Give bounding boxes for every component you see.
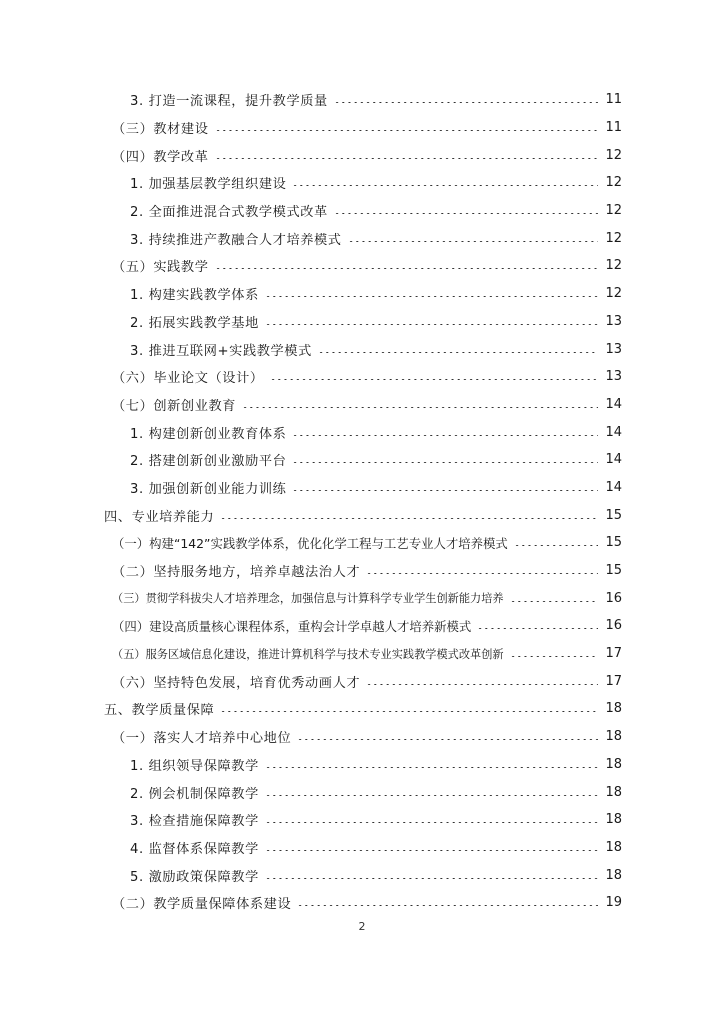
toc-entry[interactable] xyxy=(0,806,724,834)
toc-dot-leader xyxy=(510,656,598,657)
toc-entry[interactable] xyxy=(0,861,724,889)
toc-entry-title: 1. 构建创新创业教育体系 xyxy=(130,426,287,442)
toc-entry[interactable] xyxy=(0,723,724,751)
toc-entry[interactable] xyxy=(0,335,724,363)
toc-entry[interactable] xyxy=(0,308,724,336)
toc-entry-page-number: 15 xyxy=(605,563,622,579)
toc-dot-leader xyxy=(477,628,598,629)
toc-entry[interactable] xyxy=(0,114,724,142)
toc-entry[interactable] xyxy=(0,529,724,557)
toc-dot-leader xyxy=(292,462,598,463)
toc-dot-leader xyxy=(215,130,598,131)
toc-entry-title: （七）创新创业教育 xyxy=(112,398,237,414)
toc-entry-title: 3. 打造一流课程，提升教学质量 xyxy=(130,94,328,110)
toc-entry-page-number: 13 xyxy=(605,341,622,357)
toc-dot-leader xyxy=(215,158,598,159)
toc-entry-page-number: 18 xyxy=(605,839,622,855)
toc-entry-page-number: 13 xyxy=(605,369,622,385)
toc-entry-page-number: 17 xyxy=(605,673,622,689)
toc-entry[interactable] xyxy=(0,778,724,806)
toc-dot-leader xyxy=(366,573,598,574)
toc-entry[interactable] xyxy=(0,418,724,446)
toc-dot-leader xyxy=(510,601,598,602)
toc-dot-leader xyxy=(265,795,598,796)
toc-entry[interactable] xyxy=(0,612,724,640)
toc-entry-page-number: 11 xyxy=(605,92,622,108)
toc-dot-leader xyxy=(265,324,598,325)
toc-entry[interactable] xyxy=(0,252,724,280)
toc-entry[interactable] xyxy=(0,141,724,169)
toc-entry-page-number: 12 xyxy=(605,286,622,302)
toc-entry[interactable] xyxy=(0,667,724,695)
toc-entry[interactable] xyxy=(0,224,724,252)
toc-dot-leader xyxy=(265,767,598,768)
toc-entry-title: （三）教材建设 xyxy=(112,122,209,138)
toc-entry-page-number: 18 xyxy=(605,701,622,717)
toc-entry[interactable] xyxy=(0,695,724,723)
toc-entry-page-number: 17 xyxy=(605,646,622,662)
toc-entry-title: 五、教学质量保障 xyxy=(104,703,215,719)
table-of-contents xyxy=(0,86,724,917)
toc-dot-leader xyxy=(265,822,598,823)
toc-entry-page-number: 16 xyxy=(605,590,622,606)
toc-entry[interactable] xyxy=(0,834,724,862)
toc-dot-leader xyxy=(242,407,598,408)
toc-entry-page-number: 15 xyxy=(605,535,622,551)
toc-dot-leader xyxy=(334,102,598,103)
toc-dot-leader xyxy=(270,379,598,380)
toc-entry-title: （二）坚持服务地方，培养卓越法治人才 xyxy=(112,565,361,581)
toc-dot-leader xyxy=(292,185,598,186)
toc-dot-leader xyxy=(366,684,598,685)
toc-entry[interactable] xyxy=(0,391,724,419)
toc-entry-title: 四、专业培养能力 xyxy=(104,509,215,525)
toc-entry[interactable] xyxy=(0,363,724,391)
toc-entry[interactable] xyxy=(0,169,724,197)
toc-dot-leader xyxy=(292,435,598,436)
toc-entry-page-number: 12 xyxy=(605,258,622,274)
toc-dot-leader xyxy=(292,490,598,491)
toc-dot-leader xyxy=(297,905,598,906)
toc-entry[interactable] xyxy=(0,640,724,668)
toc-dot-leader xyxy=(334,213,598,214)
toc-entry-title: （四）建设高质量核心课程体系，重构会计学卓越人才培养新模式 xyxy=(112,618,472,634)
toc-entry-page-number: 19 xyxy=(605,895,622,911)
toc-entry-title: （五）服务区域信息化建设，推进计算机科学与技术专业实践教学模式改革创新 xyxy=(112,647,504,661)
toc-entry-title: （三）贯彻学科拔尖人才培养理念，加强信息与计算科学专业学生创新能力培养 xyxy=(112,592,504,606)
toc-dot-leader xyxy=(215,268,598,269)
toc-entry-title: 1. 加强基层教学组织建设 xyxy=(130,177,287,193)
toc-entry-title: 3. 推进互联网+实践教学模式 xyxy=(130,343,312,359)
toc-entry[interactable] xyxy=(0,584,724,612)
toc-entry-title: （一）落实人才培养中心地位 xyxy=(112,731,292,747)
toc-entry[interactable] xyxy=(0,280,724,308)
toc-entry-page-number: 12 xyxy=(605,147,622,163)
toc-entry-page-number: 18 xyxy=(605,867,622,883)
toc-entry-title: 2. 搭建创新创业激励平台 xyxy=(130,454,287,470)
toc-entry-title: （四）教学改革 xyxy=(112,149,209,165)
toc-dot-leader xyxy=(514,545,598,546)
toc-entry[interactable] xyxy=(0,889,724,917)
toc-entry-title: （五）实践教学 xyxy=(112,260,209,276)
toc-dot-leader xyxy=(318,352,598,353)
toc-entry[interactable] xyxy=(0,751,724,779)
toc-entry-page-number: 14 xyxy=(605,452,622,468)
toc-entry-page-number: 16 xyxy=(605,618,622,634)
toc-entry-page-number: 15 xyxy=(605,507,622,523)
toc-entry[interactable] xyxy=(0,197,724,225)
toc-entry-page-number: 12 xyxy=(605,203,622,219)
toc-entry[interactable] xyxy=(0,446,724,474)
toc-entry-title: （六）坚持特色发展，培育优秀动画人才 xyxy=(112,675,361,691)
toc-entry-page-number: 14 xyxy=(605,396,622,412)
toc-dot-leader xyxy=(265,850,598,851)
toc-entry-title: 2. 例会机制保障教学 xyxy=(130,786,259,802)
toc-entry-page-number: 12 xyxy=(605,230,622,246)
toc-entry-page-number: 14 xyxy=(605,479,622,495)
toc-entry[interactable] xyxy=(0,86,724,114)
toc-entry-title: （一）构建“142”实践教学体系，优化化学工程与工艺专业人才培养模式 xyxy=(112,535,508,551)
toc-entry[interactable] xyxy=(0,474,724,502)
toc-entry-title: （二）教学质量保障体系建设 xyxy=(112,897,292,913)
toc-entry-title: 3. 持续推进产教融合人才培养模式 xyxy=(130,232,342,248)
toc-entry[interactable] xyxy=(0,557,724,585)
toc-entry-title: 5. 激励政策保障教学 xyxy=(130,869,259,885)
toc-entry-title: 4. 监督体系保障教学 xyxy=(130,841,259,857)
toc-entry-title: 2. 全面推进混合式教学模式改革 xyxy=(130,205,328,221)
toc-entry-page-number: 12 xyxy=(605,175,622,191)
toc-dot-leader xyxy=(220,518,598,519)
toc-entry[interactable] xyxy=(0,501,724,529)
toc-entry-page-number: 13 xyxy=(605,313,622,329)
toc-entry-page-number: 18 xyxy=(605,729,622,745)
toc-entry-title: 1. 组织领导保障教学 xyxy=(130,758,259,774)
toc-entry-page-number: 11 xyxy=(605,120,622,136)
toc-dot-leader xyxy=(348,241,598,242)
toc-dot-leader xyxy=(220,711,598,712)
toc-entry-page-number: 18 xyxy=(605,784,622,800)
toc-entry-title: 3. 检查措施保障教学 xyxy=(130,814,259,830)
toc-entry-title: 1. 构建实践教学体系 xyxy=(130,288,259,304)
toc-entry-page-number: 14 xyxy=(605,424,622,440)
page-number: 2 xyxy=(358,920,366,933)
toc-entry-page-number: 18 xyxy=(605,756,622,772)
toc-dot-leader xyxy=(265,296,598,297)
toc-entry-title: 2. 拓展实践教学基地 xyxy=(130,315,259,331)
toc-entry-title: 3. 加强创新创业能力训练 xyxy=(130,481,287,497)
toc-dot-leader xyxy=(297,739,598,740)
toc-dot-leader xyxy=(265,878,598,879)
toc-entry-title: （六）毕业论文（设计） xyxy=(112,371,264,387)
toc-entry-page-number: 18 xyxy=(605,812,622,828)
